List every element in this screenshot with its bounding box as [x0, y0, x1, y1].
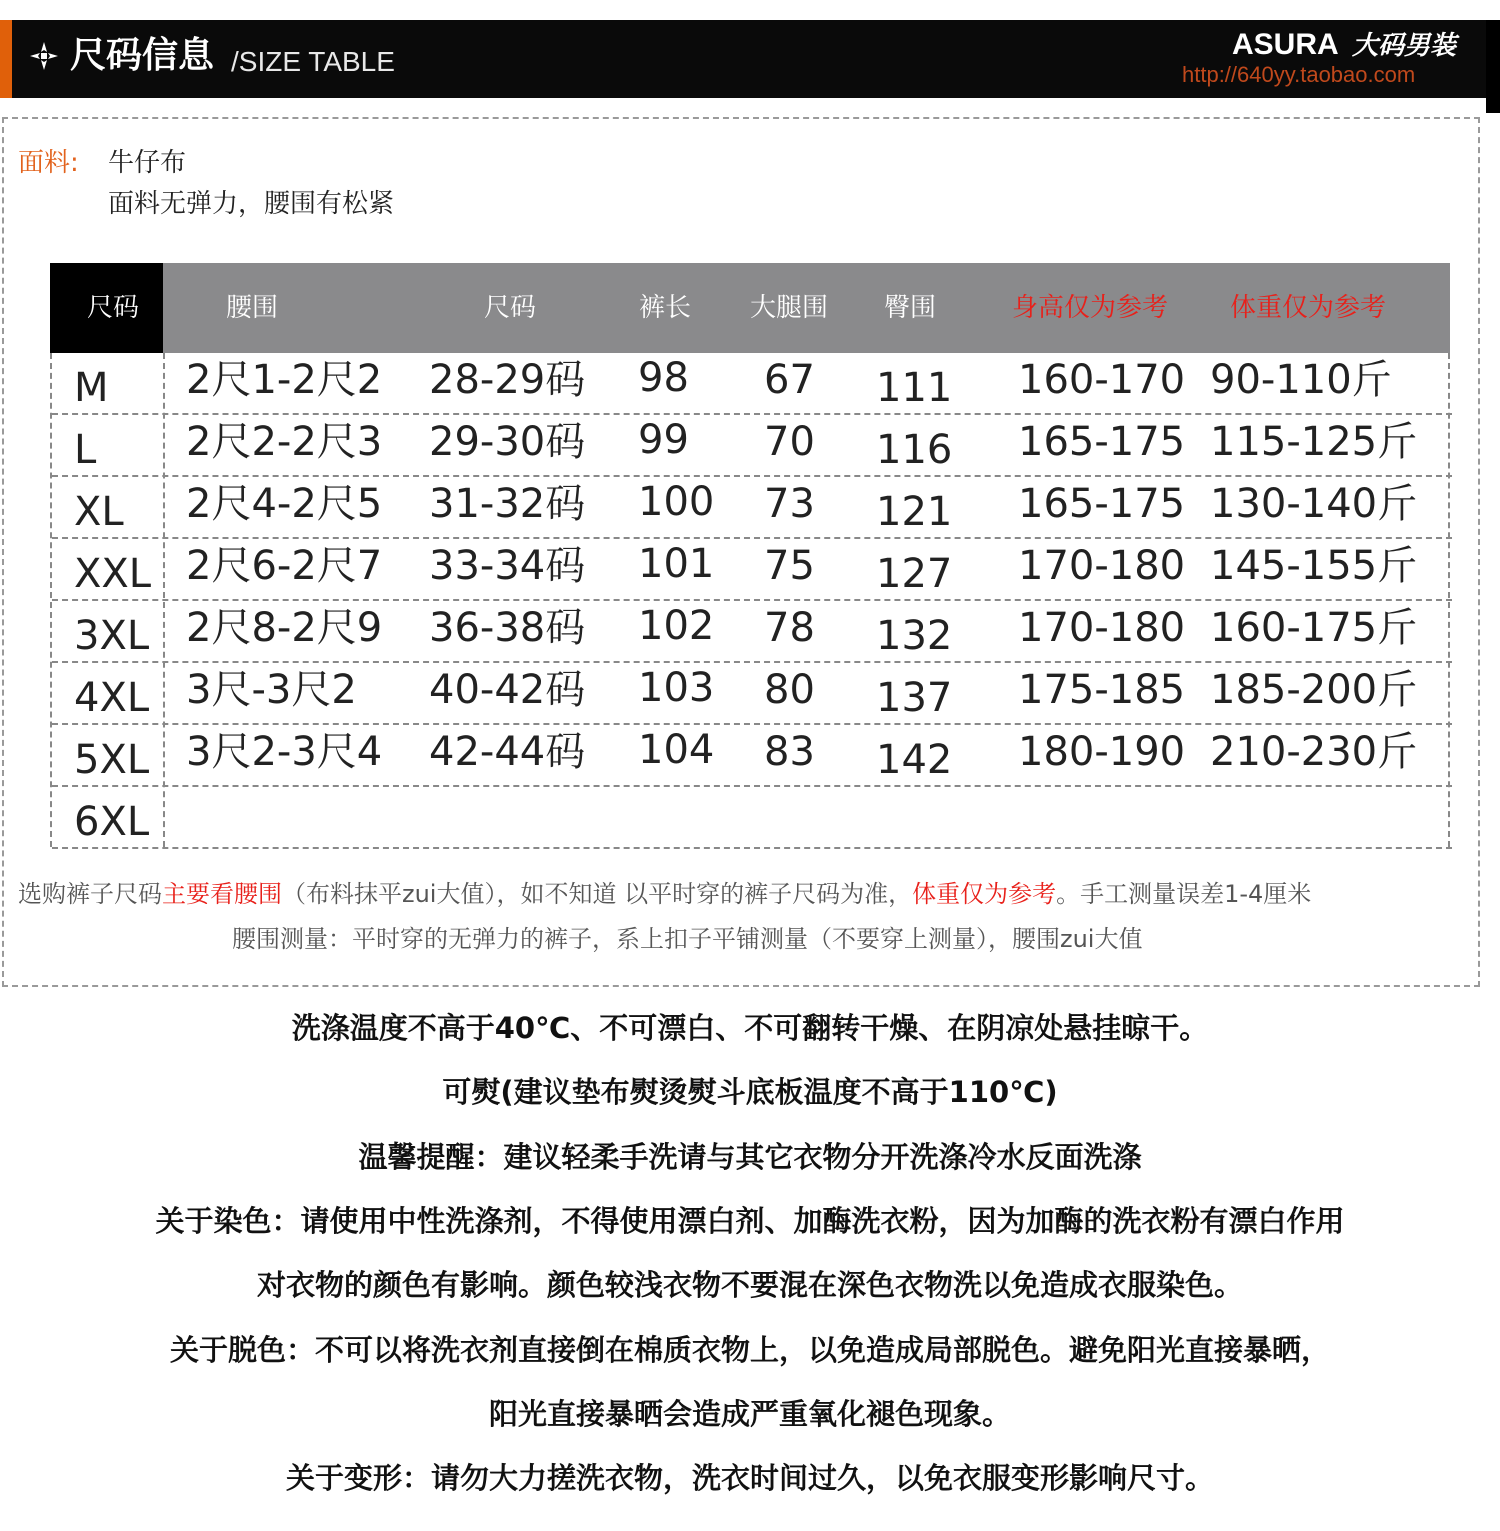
- table-cell: 145-155斤: [1210, 543, 1418, 589]
- fabric-label: 面料:: [18, 148, 79, 178]
- table-row: [52, 415, 1452, 477]
- table-cell: 83: [764, 729, 815, 775]
- table-cell: 137: [876, 675, 953, 721]
- table-cell: 2尺1-2尺2: [186, 357, 383, 403]
- table-cell: 210-230斤: [1210, 729, 1418, 775]
- brand-url[interactable]: http://640yy.taobao.com: [1182, 62, 1416, 87]
- care-line: 温馨提醒：建议轻柔手洗请与其它衣物分开洗涤冷水反面洗涤: [358, 1140, 1142, 1174]
- table-cell: 170-180: [1018, 605, 1186, 651]
- col-header-thigh: 大腿围: [750, 293, 829, 323]
- table-cell: 40-42码: [429, 667, 586, 713]
- table-cell: 103: [638, 665, 715, 711]
- table-cell: 165-175: [1018, 481, 1186, 527]
- table-row: [52, 477, 1452, 539]
- care-line: 关于染色：请使用中性洗涤剂，不得使用漂白剂、加酶洗衣粉，因为加酶的洗衣粉有漂白作用: [155, 1204, 1345, 1238]
- size-label-cell: XL: [74, 489, 124, 535]
- table-cell: 165-175: [1018, 419, 1186, 465]
- table-cell: 160-170: [1018, 357, 1186, 403]
- table-row: [52, 539, 1452, 601]
- size-label-cell: XXL: [74, 551, 152, 597]
- table-cell: 78: [764, 605, 815, 651]
- table-cell: 36-38码: [429, 605, 586, 651]
- table-cell: 111: [876, 365, 953, 411]
- table-cell: 99: [638, 417, 689, 463]
- col-header-height: 身高仅为参考: [1012, 293, 1169, 323]
- fabric-value: 牛仔布: [108, 148, 187, 178]
- col-header-waist: 腰围: [226, 293, 279, 323]
- care-line: 关于脱色：不可以将洗衣剂直接倒在棉质衣物上，以免造成局部脱色。避免阳光直接暴晒，: [169, 1333, 1330, 1367]
- ornament-icon: [28, 40, 60, 72]
- table-cell: 75: [764, 543, 815, 589]
- col-header-length: 裤长: [639, 293, 692, 323]
- header-tail: [1486, 20, 1500, 113]
- brand-tagline: 大码男装: [1352, 31, 1457, 61]
- table-cell: 70: [764, 419, 815, 465]
- table-cell: 130-140斤: [1210, 481, 1418, 527]
- table-row: [52, 601, 1452, 663]
- table-row: [52, 663, 1452, 725]
- table-cell: 73: [764, 481, 815, 527]
- table-cell: 121: [876, 489, 953, 535]
- care-line: 可熨(建议垫布熨烫熨斗底板温度不高于110℃): [442, 1075, 1058, 1109]
- table-row: [52, 787, 1452, 849]
- fabric-description: 面料无弹力，腰围有松紧: [108, 189, 395, 219]
- table-cell: 101: [638, 541, 715, 587]
- size-label-cell: 5XL: [74, 737, 150, 783]
- table-cell: 3尺2-3尺4: [186, 729, 383, 775]
- note-highlight-weight: 体重仅为参考: [912, 880, 1057, 908]
- table-cell: 2尺6-2尺7: [186, 543, 383, 589]
- size-label-cell: 6XL: [74, 799, 150, 845]
- table-cell: 2尺2-2尺3: [186, 419, 383, 465]
- measure-note: 腰围测量：平时穿的无弹力的裤子，系上扣子平铺测量（不要穿上测量），腰围zui大值: [232, 925, 1143, 953]
- table-cell: 116: [876, 427, 953, 473]
- table-row: [52, 353, 1452, 415]
- page-title: 尺码信息: [70, 35, 215, 76]
- size-label-cell: 3XL: [74, 613, 150, 659]
- table-cell: 98: [638, 355, 689, 401]
- note-highlight-waist: 主要看腰围: [162, 880, 282, 908]
- table-cell: 90-110斤: [1210, 357, 1392, 403]
- col-header-weight: 体重仅为参考: [1230, 293, 1387, 323]
- page-subtitle: /SIZE TABLE: [231, 46, 395, 77]
- table-cell: 115-125斤: [1210, 419, 1418, 465]
- col-header-size-code: 尺码: [484, 293, 537, 323]
- col-header-size: 尺码: [87, 293, 140, 323]
- care-line: 对衣物的颜色有影响。颜色较浅衣物不要混在深色衣物洗以免造成衣服染色。: [256, 1268, 1243, 1302]
- size-label-cell: M: [74, 365, 109, 411]
- table-cell: 104: [638, 727, 715, 773]
- table-body: [50, 353, 1450, 847]
- table-cell: 28-29码: [429, 357, 586, 403]
- col-header-hip: 臀围: [884, 293, 937, 323]
- table-cell: 31-32码: [429, 481, 586, 527]
- table-cell: 160-175斤: [1210, 605, 1418, 651]
- table-cell: 185-200斤: [1210, 667, 1418, 713]
- table-cell: 100: [638, 479, 715, 525]
- table-cell: 180-190: [1018, 729, 1186, 775]
- note-text: （布料抹平zui大值），如不知道 以平时穿的裤子尺码为准，: [282, 880, 913, 908]
- table-cell: 80: [764, 667, 815, 713]
- table-cell: 67: [764, 357, 815, 403]
- size-label-cell: 4XL: [74, 675, 150, 721]
- table-cell: 2尺4-2尺5: [186, 481, 383, 527]
- note-text: 。手工测量误差1-4厘米: [1056, 880, 1312, 908]
- table-cell: 132: [876, 613, 953, 659]
- table-cell: 175-185: [1018, 667, 1186, 713]
- table-cell: 127: [876, 551, 953, 597]
- header-accent: [0, 20, 12, 98]
- table-cell: 102: [638, 603, 715, 649]
- table-cell: 142: [876, 737, 953, 783]
- care-line: 阳光直接暴晒会造成严重氧化褪色现象。: [488, 1397, 1011, 1431]
- table-cell: 42-44码: [429, 729, 586, 775]
- table-row: [52, 725, 1452, 787]
- table-cell: 29-30码: [429, 419, 586, 465]
- care-line: 关于变形：请勿大力搓洗衣物，洗衣时间过久，以免衣服变形影响尺寸。: [285, 1461, 1214, 1495]
- table-cell: 33-34码: [429, 543, 586, 589]
- table-cell: 170-180: [1018, 543, 1186, 589]
- brand-name: ASURA: [1232, 28, 1339, 61]
- size-label-cell: L: [74, 427, 97, 473]
- care-line: 洗涤温度不高于40℃、不可漂白、不可翻转干燥、在阴凉处悬挂晾干。: [291, 1011, 1209, 1045]
- table-cell: 2尺8-2尺9: [186, 605, 383, 651]
- table-cell: 3尺-3尺2: [186, 667, 357, 713]
- size-note: [18, 877, 1311, 911]
- note-text: 选购裤子尺码: [18, 880, 162, 908]
